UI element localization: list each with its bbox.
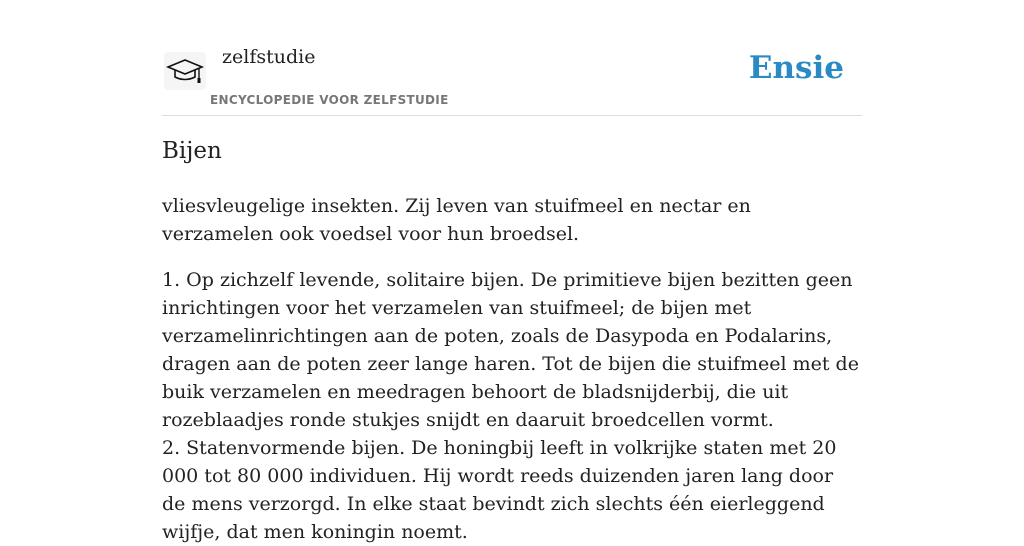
site-name-link[interactable]: zelfstudie <box>222 46 316 68</box>
site-tagline: ENCYCLOPEDIE VOOR ZELFSTUDIE <box>210 93 449 107</box>
article-body <box>162 192 862 546</box>
article-paragraph-social-bees: 2. Statenvormende bijen. De honingbij leeft in volkrijke staten met 20 000 tot 80 000 individuen. Hij wordt reeds duizenden jaren lang door de mens verzorgd. In elke staat bevindt zich slechts één eierleggend wijfje, dat men koningin noemt. <box>162 437 837 543</box>
article-paragraph-solitary-bees: 1. Op zichzelf levende, solitaire bijen. De primitieve bijen bezitten geen inrichtingen voor het verzamelen van stuifmeel; de bijen met verzamelinrichtingen aan de poten, zoals de Dasypoda en Podalarins, dragen aan de poten zeer lange haren. Tot de bijen die stuifmeel met de buik verzamelen en meedragen behoort de bladsnijderbij, die uit rozeblaadjes ronde stukjes snijdt en daaruit broedcellen vormt. <box>162 269 859 431</box>
brand-logo-link[interactable]: Ensie <box>748 50 844 86</box>
site-header <box>162 40 862 116</box>
page-title: Bijen <box>162 138 222 164</box>
graduation-cap-icon[interactable] <box>164 52 206 90</box>
article-paragraph-intro: vliesvleugelige insekten. Zij leven van stuifmeel en nectar en verzamelen ook voedsel voor hun broedsel. <box>162 195 751 245</box>
